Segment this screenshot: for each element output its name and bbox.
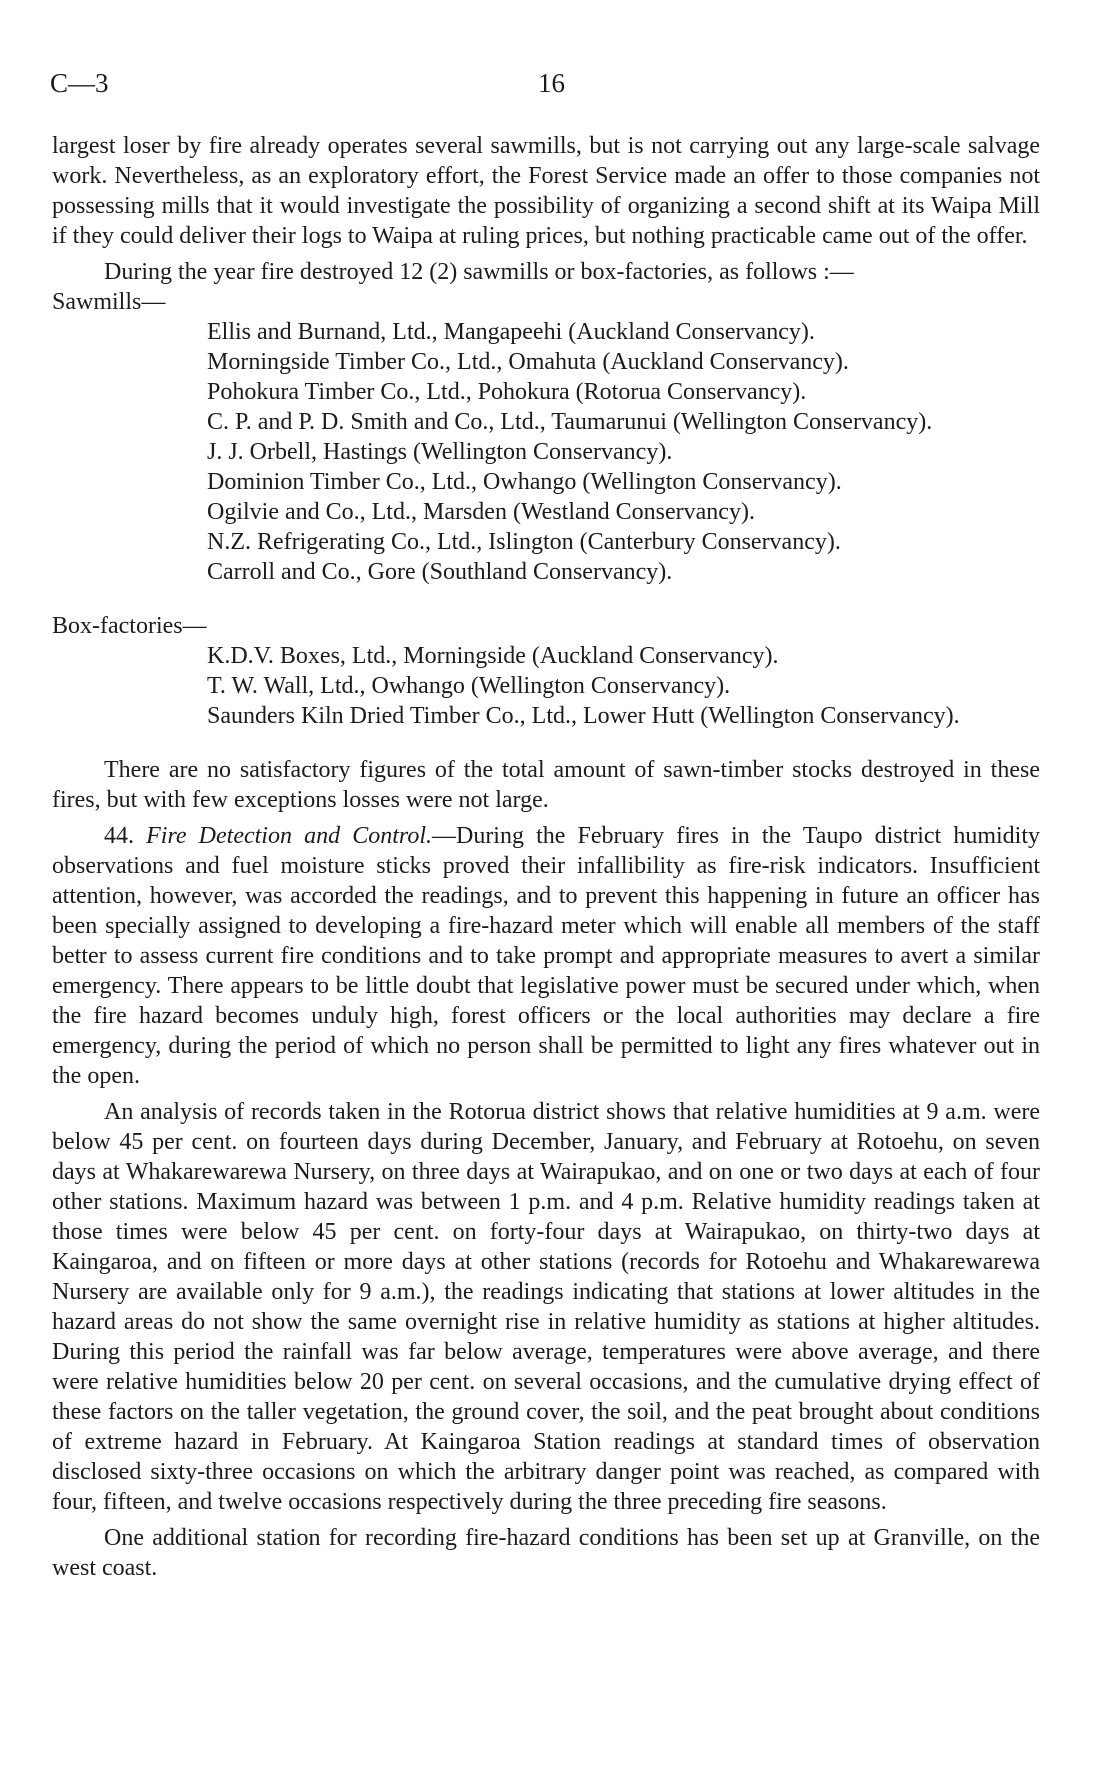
sawmills-list: [207, 317, 1040, 587]
section-body: —During the February fires in the Taupo district humidity observations and fuel moisture sticks proved their infallibility as fire-risk indicators. Insufficient attention, however, was accorded the readings, and to prevent this happening in future an officer has been specially assigned to developing a fire-hazard meter which will enable all members of the staff better to assess current fire conditions and to take prompt and appropriate measures to avert a similar emergency. There appears to be little doubt that legislative power must be secured under which, when the fire hazard becomes unduly high, forest officers or the local authorities may declare a fire emergency, during the period of which no person shall be permitted to light any fires whatever out in the open.: [52, 823, 1041, 1089]
list-item: Ellis and Burnand, Ltd., Mangapeehi (Auckland Conservancy).: [207, 319, 815, 345]
paragraph-analysis: An analysis of records taken in the Rotorua district shows that relative humidities at 9 a.m. were below 45 per cent. on fourteen days during December, January, and February at Rotoehu, on seven days at Whakarewarewa Nursery, on three days at Wairapukao, and on one or two days at each of four other stations. Maximum hazard was between 1 p.m. and 4 p.m. Relative humidity readings taken at those times were below 45 per cent. on forty-four days at Wairapukao, on thirty-two days at Kaingaroa, and on fifteen or more days at other stations (records for Rotoehu and Whakarewarewa Nursery are available only for 9 a.m.), the readings indicating that stations at lower altitudes in the hazard areas do not show the same overnight rise in relative humidity as stations at higher altitudes. During this period the rainfall was far below average, temperatures were above average, and there were relative humidities below 20 per cent. on several occasions, and the cumulative drying effect of these factors on the taller vegetation, the ground cover, the soil, and the peat brought about conditions of extreme hazard in February. At Kaingaroa Station readings at standard times of observation disclosed sixty-three occasions on which the arbitrary danger point was reached, as compared with four, fifteen, and twelve occasions respectively during the three preceding fire seasons.: [52, 1099, 1040, 1515]
list-item: Dominion Timber Co., Ltd., Owhango (Wellington Conservancy).: [207, 469, 842, 495]
list-item: Carroll and Co., Gore (Southland Conservancy).: [207, 559, 673, 585]
document-code: C—3: [50, 68, 109, 98]
page-body: [52, 131, 1040, 1583]
section-title: Fire Detection and Control.: [146, 823, 432, 849]
list-item: Ogilvie and Co., Ltd., Marsden (Westland Conservancy).: [207, 499, 755, 525]
section-number: 44.: [104, 823, 134, 849]
list-item: N.Z. Refrigerating Co., Ltd., Islington (Canterbury Conservancy).: [207, 529, 841, 555]
list-item: Morningside Timber Co., Ltd., Omahuta (Auckland Conservancy).: [207, 349, 849, 375]
section-44: [52, 821, 1040, 1091]
list-item: T. W. Wall, Ltd., Owhango (Wellington Conservancy).: [207, 673, 731, 699]
list-item: Saunders Kiln Dried Timber Co., Ltd., Lower Hutt (Wellington Conservancy).: [207, 703, 960, 729]
list-item: C. P. and P. D. Smith and Co., Ltd., Taumarunui (Wellington Conservancy).: [207, 409, 933, 435]
box-factories-heading: Box-factories—: [52, 613, 207, 639]
sawmills-heading: Sawmills—: [52, 289, 166, 315]
list-item: K.D.V. Boxes, Ltd., Morningside (Auckland Conservancy).: [207, 643, 779, 669]
paragraph-intro: largest loser by fire already operates several sawmills, but is not carrying out any large-scale salvage work. Nevertheless, as an exploratory effort, the Forest Service made an offer to those companies not possessing mills that it would investigate the possibility of organizing a second shift at its Waipa Mill if they could deliver their logs to Waipa at ruling prices, but nothing practicable came out of the offer.: [52, 133, 1040, 249]
page-number: 16: [538, 68, 565, 98]
box-factories-list: [207, 641, 1040, 731]
paragraph-fires: During the year fire destroyed 12 (2) sawmills or box-factories, as follows :—: [104, 259, 854, 285]
page-header: [0, 68, 1114, 104]
paragraph-station: One additional station for recording fire-hazard conditions has been set up at Granville, on the west coast.: [52, 1525, 1040, 1581]
paragraph-stocks: There are no satisfactory figures of the total amount of sawn-timber stocks destroyed in these fires, but with few exceptions losses were not large.: [52, 757, 1040, 813]
list-item: J. J. Orbell, Hastings (Wellington Conservancy).: [207, 439, 673, 465]
list-item: Pohokura Timber Co., Ltd., Pohokura (Rotorua Conservancy).: [207, 379, 807, 405]
